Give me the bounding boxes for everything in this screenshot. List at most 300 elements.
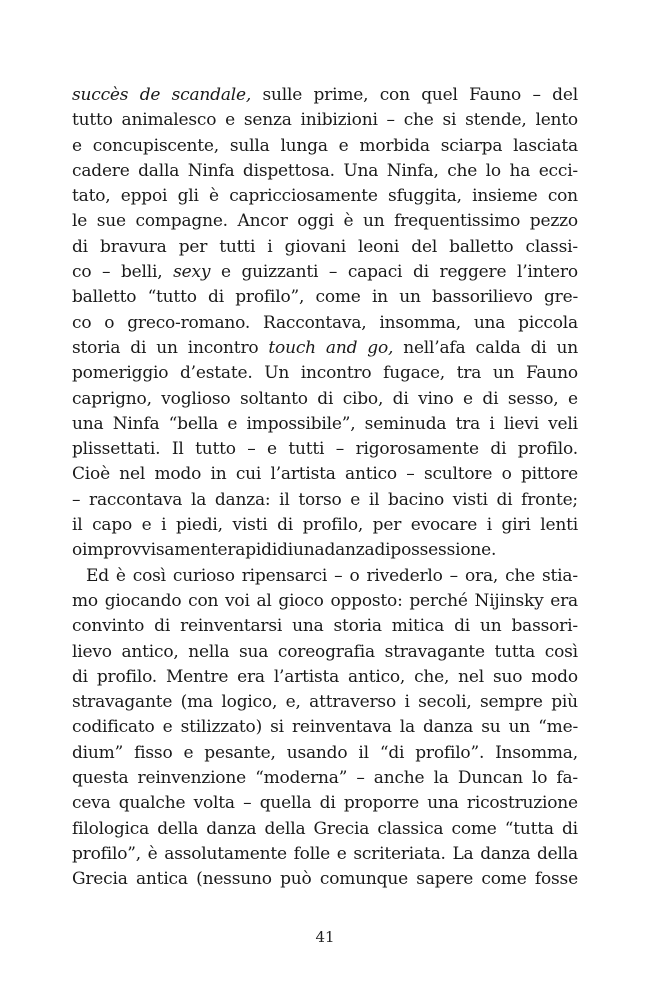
word: voglioso <box>161 388 231 409</box>
text-line <box>72 209 578 234</box>
word: visti <box>452 489 488 510</box>
word: di <box>374 540 391 561</box>
word: sfuggita, <box>388 186 462 207</box>
word: proporre <box>343 793 419 814</box>
word: Grecia <box>313 818 370 839</box>
word: sulla <box>229 135 270 156</box>
word: e <box>350 489 361 510</box>
word: reggere <box>439 262 507 283</box>
word: e, <box>285 692 301 713</box>
word: rigorosamente <box>355 439 479 460</box>
word: di <box>72 666 88 687</box>
word: e <box>267 439 277 460</box>
word: sulle <box>262 85 303 105</box>
word: si <box>442 110 457 131</box>
word: di <box>319 793 336 814</box>
word: cadere <box>72 160 130 181</box>
word: “tutta <box>504 818 554 839</box>
word: Ninfa <box>187 160 235 181</box>
text-line <box>72 336 578 361</box>
word: era <box>237 666 265 687</box>
word: questa <box>72 768 129 789</box>
word: frequentissimo <box>394 211 521 232</box>
word: pezzo <box>529 211 578 232</box>
word: e <box>183 742 194 763</box>
word: perché <box>409 590 468 611</box>
word: e <box>336 843 347 864</box>
word: stilizzato) <box>180 717 263 738</box>
word: – <box>243 793 252 814</box>
word: codificato <box>72 717 155 738</box>
word: pittore <box>520 464 578 485</box>
word: ceva <box>72 793 111 814</box>
word: “me- <box>538 717 578 738</box>
text-line <box>72 108 578 133</box>
word: succès <box>72 85 129 105</box>
word: di <box>561 818 578 839</box>
word: profilo”, <box>72 843 141 864</box>
word: capaci <box>347 262 403 283</box>
word: una <box>427 793 459 814</box>
word: o <box>501 464 512 485</box>
word: così <box>544 641 578 662</box>
word: così <box>132 565 166 586</box>
word: greco-romano. <box>127 312 251 333</box>
word: seminuda <box>364 413 447 434</box>
word: scriteriata. <box>353 843 446 864</box>
word: o <box>349 565 360 586</box>
word: e <box>568 388 578 409</box>
word: coreografia <box>277 641 375 662</box>
word: un <box>363 211 385 232</box>
page-number: 41 <box>315 928 335 946</box>
text-line <box>72 311 578 336</box>
word: con <box>188 590 219 611</box>
word: scandale, <box>171 85 252 105</box>
text-line <box>72 842 578 867</box>
word: l’intero <box>516 262 578 283</box>
word: una <box>292 616 324 637</box>
word: su <box>481 717 501 738</box>
word: (ma <box>180 692 213 713</box>
word: di <box>412 262 429 283</box>
word: una <box>473 312 506 333</box>
word: Nijinsky <box>474 590 544 611</box>
word: e <box>338 135 349 156</box>
text-line <box>72 83 578 108</box>
word: Fauno <box>469 85 522 105</box>
word: antico, <box>121 641 179 662</box>
word: fronte; <box>521 489 578 510</box>
word: sempre <box>480 692 543 713</box>
word: il <box>368 489 380 510</box>
word: sapere <box>416 869 474 890</box>
word: modo <box>154 464 202 485</box>
word: un <box>556 337 578 358</box>
text-line <box>72 690 578 715</box>
word: dium” <box>72 742 124 763</box>
word: il <box>358 742 369 763</box>
text-line <box>72 437 578 462</box>
word: touch <box>268 337 316 358</box>
word: cui <box>235 464 262 485</box>
word: può <box>280 869 312 890</box>
word: rivederlo <box>366 565 443 586</box>
word: veli <box>548 413 578 434</box>
word: mitica <box>391 616 445 637</box>
word: fugace, <box>383 363 445 384</box>
word: convinto <box>72 616 145 637</box>
word: Mentre <box>165 666 229 687</box>
word: di <box>490 439 507 460</box>
word: di <box>482 388 499 409</box>
word: concupiscente, <box>92 135 219 156</box>
word: belli, <box>120 262 163 283</box>
word: pomeriggio <box>72 363 169 384</box>
word: La <box>452 843 474 864</box>
word: nella <box>188 641 230 662</box>
word: è <box>343 211 354 232</box>
word: di <box>317 388 334 409</box>
text-line <box>72 513 578 538</box>
word: i <box>489 413 495 434</box>
word: classica <box>377 818 444 839</box>
body-text <box>72 83 578 893</box>
word: incontro <box>187 337 259 358</box>
word: lenti <box>540 515 578 536</box>
word: tra <box>456 363 482 384</box>
word: di <box>277 540 293 561</box>
word: lunga <box>280 135 328 156</box>
word: Il <box>171 439 184 460</box>
word: della <box>264 818 306 839</box>
word: visti <box>232 515 268 536</box>
word: la <box>399 717 415 738</box>
text-line <box>72 817 578 842</box>
word: con <box>547 186 578 207</box>
word: ecci- <box>538 160 578 181</box>
word: lento <box>535 110 578 131</box>
word: di <box>154 616 171 637</box>
word: una <box>293 540 325 561</box>
text-line <box>72 538 578 563</box>
word: e <box>225 110 236 131</box>
word: rapidi <box>227 540 278 561</box>
word: di <box>530 337 547 358</box>
word: profilo. <box>517 439 578 460</box>
word: un <box>399 287 421 308</box>
word: con <box>379 85 410 105</box>
word: del <box>552 85 578 105</box>
word: danza <box>423 717 474 738</box>
word: la <box>433 768 449 789</box>
word: bravura <box>100 236 167 257</box>
word: secoli, <box>418 692 472 713</box>
word: danza <box>480 843 531 864</box>
word: filologica <box>72 818 150 839</box>
word: e <box>220 262 231 283</box>
word: (nessuno <box>196 869 272 890</box>
word: il <box>279 489 290 510</box>
text-line <box>72 134 578 159</box>
word: i <box>404 692 410 713</box>
word: de <box>139 85 161 105</box>
word: – <box>72 489 81 510</box>
word: giovani <box>284 236 346 257</box>
word: una <box>72 413 104 434</box>
word: nel <box>119 464 146 485</box>
word: fisso <box>134 742 173 763</box>
word: di <box>496 489 513 510</box>
word: si <box>270 717 284 738</box>
word: Una <box>343 160 379 181</box>
word: storia <box>333 616 382 637</box>
word: danza <box>324 540 375 561</box>
word: Fauno <box>525 363 578 384</box>
word: di <box>130 337 147 358</box>
word: antica <box>136 869 188 890</box>
word: e <box>72 135 82 156</box>
word: i <box>161 515 167 536</box>
text-line <box>72 159 578 184</box>
word: calda <box>475 337 521 358</box>
word: sua <box>239 641 269 662</box>
word: era <box>550 590 578 611</box>
word: di <box>392 388 409 409</box>
word: capricciosamente <box>229 186 378 207</box>
text-line <box>72 235 578 260</box>
word: dalla <box>138 160 180 181</box>
word: classi- <box>525 236 578 257</box>
word: al <box>256 590 272 611</box>
word: assolutamente <box>164 843 287 864</box>
word: come <box>481 869 527 890</box>
word: Ed <box>86 565 109 586</box>
word: insomma, <box>379 312 461 333</box>
word: evocare <box>410 515 478 536</box>
text-line <box>72 791 578 816</box>
word: giri <box>501 515 531 536</box>
word: “di <box>379 742 405 763</box>
word: sexy <box>173 262 211 283</box>
word: sciarpa <box>440 135 503 156</box>
word: – <box>449 565 458 586</box>
word: sue <box>96 211 126 232</box>
word: un <box>156 337 178 358</box>
word: pesante, <box>204 742 276 763</box>
word: che <box>505 565 536 586</box>
word: bassori- <box>511 616 578 637</box>
word: balletto <box>449 236 514 257</box>
word: gioco <box>278 590 324 611</box>
text-line <box>72 361 578 386</box>
word: profilo”, <box>235 287 305 308</box>
text-line <box>72 462 578 487</box>
word: l’artista <box>270 464 336 485</box>
text-line <box>72 412 578 437</box>
word: stravagante <box>72 692 173 713</box>
word: fosse <box>534 869 578 890</box>
word: lievo <box>72 641 112 662</box>
word: – <box>328 262 338 283</box>
word: Duncan <box>457 768 523 789</box>
word: “tutto <box>147 287 197 308</box>
word: è <box>147 843 158 864</box>
word: caprigno, <box>72 388 152 409</box>
word: “moderna” <box>255 768 348 789</box>
word: bacino <box>388 489 445 510</box>
word: ricostruzione <box>466 793 578 814</box>
word: lasciata <box>513 135 578 156</box>
word: tutti <box>288 439 325 460</box>
word: tutti <box>219 236 256 257</box>
word: co <box>72 262 92 283</box>
word: della <box>157 818 199 839</box>
word: opposto: <box>330 590 403 611</box>
word: gre- <box>543 287 578 308</box>
word: di <box>454 616 470 637</box>
word: per <box>372 515 402 536</box>
word: quel <box>421 85 458 105</box>
word: folle <box>293 843 331 864</box>
word: insieme <box>472 186 538 207</box>
word: attraverso <box>309 692 396 713</box>
word: bassorilievo <box>432 287 533 308</box>
word: che <box>403 110 434 131</box>
word: modo <box>531 666 578 687</box>
word: un <box>479 616 502 637</box>
word: profilo, <box>302 515 364 536</box>
word: cibo, <box>342 388 384 409</box>
word: inibizioni <box>300 110 378 131</box>
word: dispettosa. <box>242 160 335 181</box>
word: – <box>102 262 111 283</box>
word: piedi, <box>175 515 223 536</box>
word: and <box>325 337 358 358</box>
word: il <box>72 515 83 536</box>
word: di <box>208 287 224 308</box>
word: reinvenzione <box>137 768 246 789</box>
word: ripensarci <box>241 565 328 586</box>
word: un <box>492 363 515 384</box>
word: “bella <box>168 413 219 434</box>
word: compagne. <box>135 211 228 232</box>
word: nell’afa <box>403 337 466 358</box>
word: la <box>190 489 207 510</box>
word: improvvisamente <box>82 540 228 561</box>
word: lo <box>531 768 548 789</box>
word: di <box>277 515 294 536</box>
text-line <box>72 488 578 513</box>
word: leoni <box>358 236 400 257</box>
word: stia- <box>542 565 578 586</box>
word: antico <box>345 464 397 485</box>
word: ora, <box>464 565 499 586</box>
word: tutto <box>72 110 113 131</box>
text-line <box>72 387 578 412</box>
word: – <box>532 85 541 105</box>
word: – <box>406 464 415 485</box>
word: raccontava <box>89 489 183 510</box>
word: come <box>451 818 497 839</box>
word: d’estate. <box>179 363 253 384</box>
word: e <box>141 515 152 536</box>
word: profilo”. <box>415 742 485 763</box>
word: – <box>386 110 395 131</box>
word: torso <box>298 489 342 510</box>
word: e <box>162 717 173 738</box>
word: in <box>371 287 388 308</box>
text-line <box>72 715 578 740</box>
word: che <box>447 160 478 181</box>
text-line <box>72 184 578 209</box>
word: balletto <box>72 287 137 308</box>
word: scultore <box>423 464 493 485</box>
word: go, <box>367 337 394 358</box>
text-line <box>72 589 578 614</box>
word: ha <box>509 160 531 181</box>
word: stravagante <box>384 641 485 662</box>
word: Insomma, <box>495 742 578 763</box>
word: prime, <box>313 85 369 105</box>
word: è <box>115 565 126 586</box>
word: co <box>72 312 92 333</box>
word: reinventarsi <box>180 616 283 637</box>
text-line <box>72 614 578 639</box>
word: giocando <box>104 590 182 611</box>
word: qualche <box>118 793 186 814</box>
word: della <box>536 843 578 864</box>
word: anche <box>373 768 425 789</box>
word: le <box>72 211 88 232</box>
word: o <box>72 540 83 561</box>
text-line <box>72 564 578 589</box>
word: animalesco <box>121 110 217 131</box>
word: volta <box>193 793 235 814</box>
word: è <box>209 186 219 207</box>
word: Cioè <box>72 464 110 485</box>
word: impossibile”, <box>246 413 356 434</box>
word: Grecia <box>72 869 128 890</box>
word: usando <box>286 742 348 763</box>
text-line <box>72 741 578 766</box>
word: profilo. <box>96 666 158 687</box>
word: mo <box>72 590 98 611</box>
word: un <box>508 717 531 738</box>
text-line <box>72 640 578 665</box>
word: plissettati. <box>72 439 161 460</box>
word: tutto <box>195 439 236 460</box>
word: possessione. <box>390 540 497 561</box>
word: Un <box>264 363 290 384</box>
text-line <box>72 285 578 310</box>
word: Ancor <box>237 211 288 232</box>
word: Ninfa, <box>386 160 439 181</box>
word: senza <box>243 110 292 131</box>
text-line <box>72 665 578 690</box>
word: fa- <box>556 768 578 789</box>
word: del <box>411 236 438 257</box>
word: guizzanti <box>241 262 319 283</box>
word: piccola <box>518 312 578 333</box>
word: i <box>486 515 492 536</box>
word: antico, <box>348 666 406 687</box>
word: di <box>72 236 88 257</box>
word: nel <box>458 666 485 687</box>
word: reinventava <box>291 717 392 738</box>
word: – <box>356 768 365 789</box>
word: morbida <box>359 135 430 156</box>
